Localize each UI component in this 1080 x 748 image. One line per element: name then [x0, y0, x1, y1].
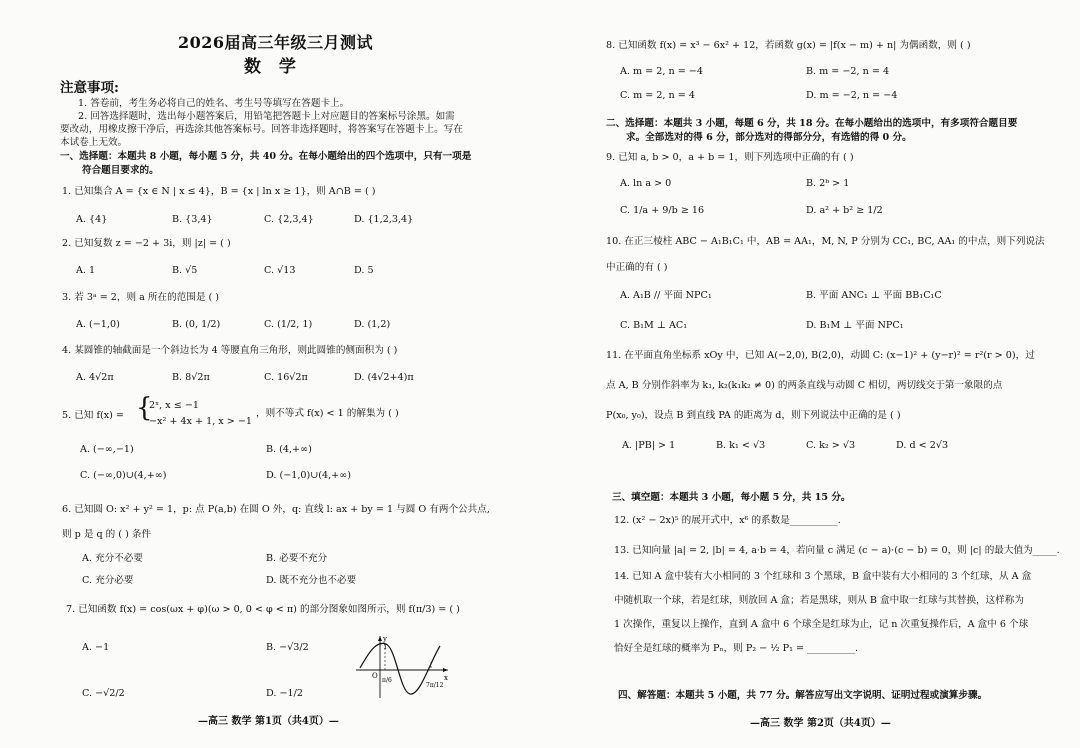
question-3-stem: 3. 若 3ᵃ = 2，则 a 所在的范围是 ( ) — [62, 292, 220, 303]
question-5-piece-1: 2ˣ, x ≤ −1 — [149, 400, 199, 411]
section-2-title-line-1: 二、选择题：本题共 3 小题，每题 6 分，共 18 分。在每小题给出的选项中，有多项符合题目要 — [606, 118, 1018, 129]
question-4-option-d: D. (4√2+4)π — [354, 372, 414, 383]
question-9-option-d: D. a² + b² ≥ 1/2 — [806, 205, 883, 216]
question-14-line-3: 1 次操作，重复以上操作，直到 A 盒中 6 个球全是红球为止，记 n 次重复操作后，A 盒中 6 个球 — [614, 619, 1029, 630]
notice-line-3: 要改动，用橡皮擦干净后，再选涂其他答案标号。回答非选择题时，将答案写在答题卡上。写在 — [60, 124, 463, 135]
question-14-line-1: 14. 已知 A 盒中装有大小相同的 3 个红球和 3 个黑球，B 盒中装有大小相同的 3 个红球，从 A 盒 — [614, 571, 1032, 582]
question-10-option-c: C. B₁M ⊥ AC₁ — [620, 320, 688, 331]
question-10-stem-line-2: 中正确的有 ( ) — [606, 262, 668, 273]
subject-title: 数 学 — [244, 57, 302, 77]
question-8-option-d: D. m = −2, n = −4 — [806, 90, 898, 101]
question-3-option-a: A. (−1,0) — [76, 319, 120, 330]
question-1-option-d: D. {1,2,3,4} — [354, 214, 414, 225]
question-5-option-d: D. (−1,0)∪(4,+∞) — [266, 470, 351, 481]
question-7-option-c: C. −√2/2 — [82, 688, 125, 699]
question-5-option-a: A. (−∞,−1) — [80, 444, 134, 455]
question-10-stem-line-1: 10. 在正三棱柱 ABC − A₁B₁C₁ 中，AB = AA₁，M, N, P 分别为 CC₁, BC, AA₁ 的中点，则下列说法 — [606, 236, 1045, 247]
question-4-stem: 4. 某圆锥的轴截面是一个斜边长为 4 等腰直角三角形，则此圆锥的侧面积为 ( ) — [62, 345, 398, 356]
question-2-option-b: B. √5 — [172, 265, 198, 276]
question-7-option-d: D. −1/2 — [266, 688, 303, 699]
question-5-stem-suffix: ，则不等式 f(x) < 1 的解集为 ( ) — [256, 408, 399, 419]
question-7-option-a: A. −1 — [82, 642, 110, 653]
question-7-stem: 7. 已知函数 f(x) = cos(ωx + φ)(ω > 0, 0 < φ < π) 的部分图象如图所示，则 f(π/3) = ( ) — [66, 604, 460, 615]
question-14-line-4: 恰好全是红球的概率为 Pₙ，则 P₂ − ½ P₁ = __________. — [614, 643, 859, 654]
exam-title: 2026届高三年级三月测试 — [178, 33, 374, 52]
section-2-title-line-2: 求。全部选对的得 6 分，部分选对的得部分分，有选错的得 0 分。 — [626, 132, 912, 143]
question-5-option-b: B. (4,+∞) — [266, 444, 312, 455]
question-5-option-c: C. (−∞,0)∪(4,+∞) — [80, 470, 167, 481]
notice-line-4: 本试卷上无效。 — [60, 137, 128, 148]
question-4-option-a: A. 4√2π — [76, 372, 114, 383]
notice-line-2: 2. 回答选择题时，选出每小题答案后，用铅笔把答题卡上对应题目的答案标号涂黑。如需 — [78, 111, 455, 122]
question-2-option-d: D. 5 — [354, 265, 374, 276]
graph-y-label: y — [383, 635, 387, 643]
question-11-stem-line-2: 点 A, B 分别作斜率为 k₁, k₂(k₁k₂ ≠ 0) 的两条直线与动圆 C 相切，两切线交于第一象限的点 — [606, 380, 1003, 391]
y-axis-arrow-icon — [378, 636, 382, 641]
question-8-option-a: A. m = 2, n = −4 — [620, 66, 703, 77]
question-9-stem: 9. 已知 a, b > 0，a + b = 1，则下列选项中正确的有 ( ) — [606, 152, 854, 163]
question-13-stem: 13. 已知向量 |a| = 2, |b| = 4, a·b = 4，若向量 c 满足 (c − a)·(c − b) = 0，则 |c| 的最大值为_____. — [614, 545, 1060, 556]
question-4-option-b: B. 8√2π — [172, 372, 210, 383]
notice-heading: 注意事项: — [60, 80, 119, 96]
question-14-line-2: 中随机取一个球，若是红球，则放回 A 盒；若是黑球，则从 B 盒中取一红球与其替换，这样称为 — [614, 595, 1024, 606]
graph-x-tick-7pi-12: 7π/12 — [426, 682, 444, 689]
section-4-title: 四、解答题：本题共 5 小题，共 77 分。解答应写出文字说明、证明过程或演算步骤。 — [618, 690, 988, 701]
question-2-stem: 2. 已知复数 z = −2 + 3i，则 |z| = ( ) — [62, 238, 231, 249]
graph-x-tick-pi-6: π/6 — [382, 677, 392, 684]
x-axis-arrow-icon — [443, 668, 448, 672]
question-6-stem-line-1: 6. 已知圆 O: x² + y² = 1，p: 点 P(a,b) 在圆 O 外，q: 直线 l: ax + by = 1 与圆 O 有两个公共点, — [62, 504, 490, 515]
question-11-stem-line-1: 11. 在平面直角坐标系 xOy 中，已知 A(−2,0), B(2,0)，动圆 C: (x−1)² + (y−r)² = r²(r > 0)，过 — [606, 350, 1035, 361]
question-3-option-c: C. (1/2, 1) — [264, 319, 313, 330]
question-11-option-c: C. k₂ > √3 — [806, 440, 856, 451]
section-3-title: 三、填空题：本题共 3 小题，每小题 5 分，共 15 分。 — [612, 492, 851, 503]
question-8-option-b: B. m = −2, n = 4 — [806, 66, 890, 77]
graph-y-tick-1: 1 — [383, 643, 388, 651]
question-11-stem-line-3: P(x₀, y₀)，设点 B 到直线 PA 的距离为 d，则下列说法中正确的是 ( ) — [606, 410, 901, 421]
question-9-option-a: A. ln a > 0 — [620, 178, 672, 189]
question-1-option-a: A. {4} — [76, 214, 108, 225]
question-6-stem-line-2: 则 p 是 q 的 ( ) 条件 — [62, 529, 152, 540]
question-11-option-a: A. |PB| > 1 — [622, 440, 676, 451]
question-8-option-c: C. m = 2, n = 4 — [620, 90, 695, 101]
question-10-option-b: B. 平面 ANC₁ ⊥ 平面 BB₁C₁C — [806, 290, 942, 301]
graph-origin-label: O — [372, 672, 378, 680]
question-1-stem: 1. 已知集合 A = {x ∈ N | x ≤ 4}，B = {x | ln x ≥ 1}，则 A∩B = ( ) — [62, 186, 376, 197]
question-10-option-d: D. B₁M ⊥ 平面 NPC₁ — [806, 320, 904, 331]
question-9-option-c: C. 1/a + 9/b ≥ 16 — [620, 205, 705, 216]
question-4-option-c: C. 16√2π — [264, 372, 308, 383]
question-6-option-a: A. 充分不必要 — [82, 553, 143, 564]
question-6-option-b: B. 必要不充分 — [266, 553, 328, 564]
question-2-option-a: A. 1 — [76, 265, 96, 276]
question-8-stem: 8. 已知函数 f(x) = x³ − 6x² + 12，若函数 g(x) = |f(x − m) + n| 为偶函数，则 ( ) — [606, 40, 971, 51]
question-12-stem: 12. (x² − 2x)⁵ 的展开式中，x⁶ 的系数是__________. — [614, 515, 841, 526]
section-1-title-line-2: 符合题目要求的。 — [82, 165, 159, 176]
page-1-footer: —高三 数学 第1页（共4页）— — [198, 716, 339, 727]
page-2-footer: —高三 数学 第2页（共4页）— — [750, 718, 891, 729]
piecewise-brace-icon: { — [136, 393, 153, 423]
question-2-option-c: C. √13 — [264, 265, 296, 276]
question-3-option-b: B. (0, 1/2) — [172, 319, 221, 330]
question-5-stem-prefix: 5. 已知 f(x) = — [62, 410, 124, 421]
question-11-option-d: D. d < 2√3 — [896, 440, 949, 451]
question-6-option-d: D. 既不充分也不必要 — [266, 575, 357, 586]
question-1-option-c: C. {2,3,4} — [264, 214, 314, 225]
question-7-option-b: B. −√3/2 — [266, 642, 309, 653]
question-1-option-b: B. {3,4} — [172, 214, 213, 225]
question-5-piece-2: −x² + 4x + 1, x > −1 — [149, 416, 252, 427]
question-9-option-b: B. 2ᵇ > 1 — [806, 178, 850, 189]
question-3-option-d: D. (1,2) — [354, 319, 391, 330]
page-2 — [540, 0, 1080, 748]
question-11-option-b: B. k₁ < √3 — [716, 440, 766, 451]
question-7-cosine-graph — [352, 632, 452, 700]
graph-x-label: x — [444, 674, 448, 682]
question-10-option-a: A. A₁B // 平面 NPC₁ — [620, 290, 712, 301]
section-1-title-line-1: 一、选择题：本题共 8 小题，每小题 5 分，共 40 分。在每小题给出的四个选项中，只有一项是 — [60, 151, 472, 162]
notice-line-1: 1. 答卷前，考生务必将自己的姓名、考生号等填写在答题卡上。 — [78, 98, 350, 109]
question-6-option-c: C. 充分必要 — [82, 575, 134, 586]
